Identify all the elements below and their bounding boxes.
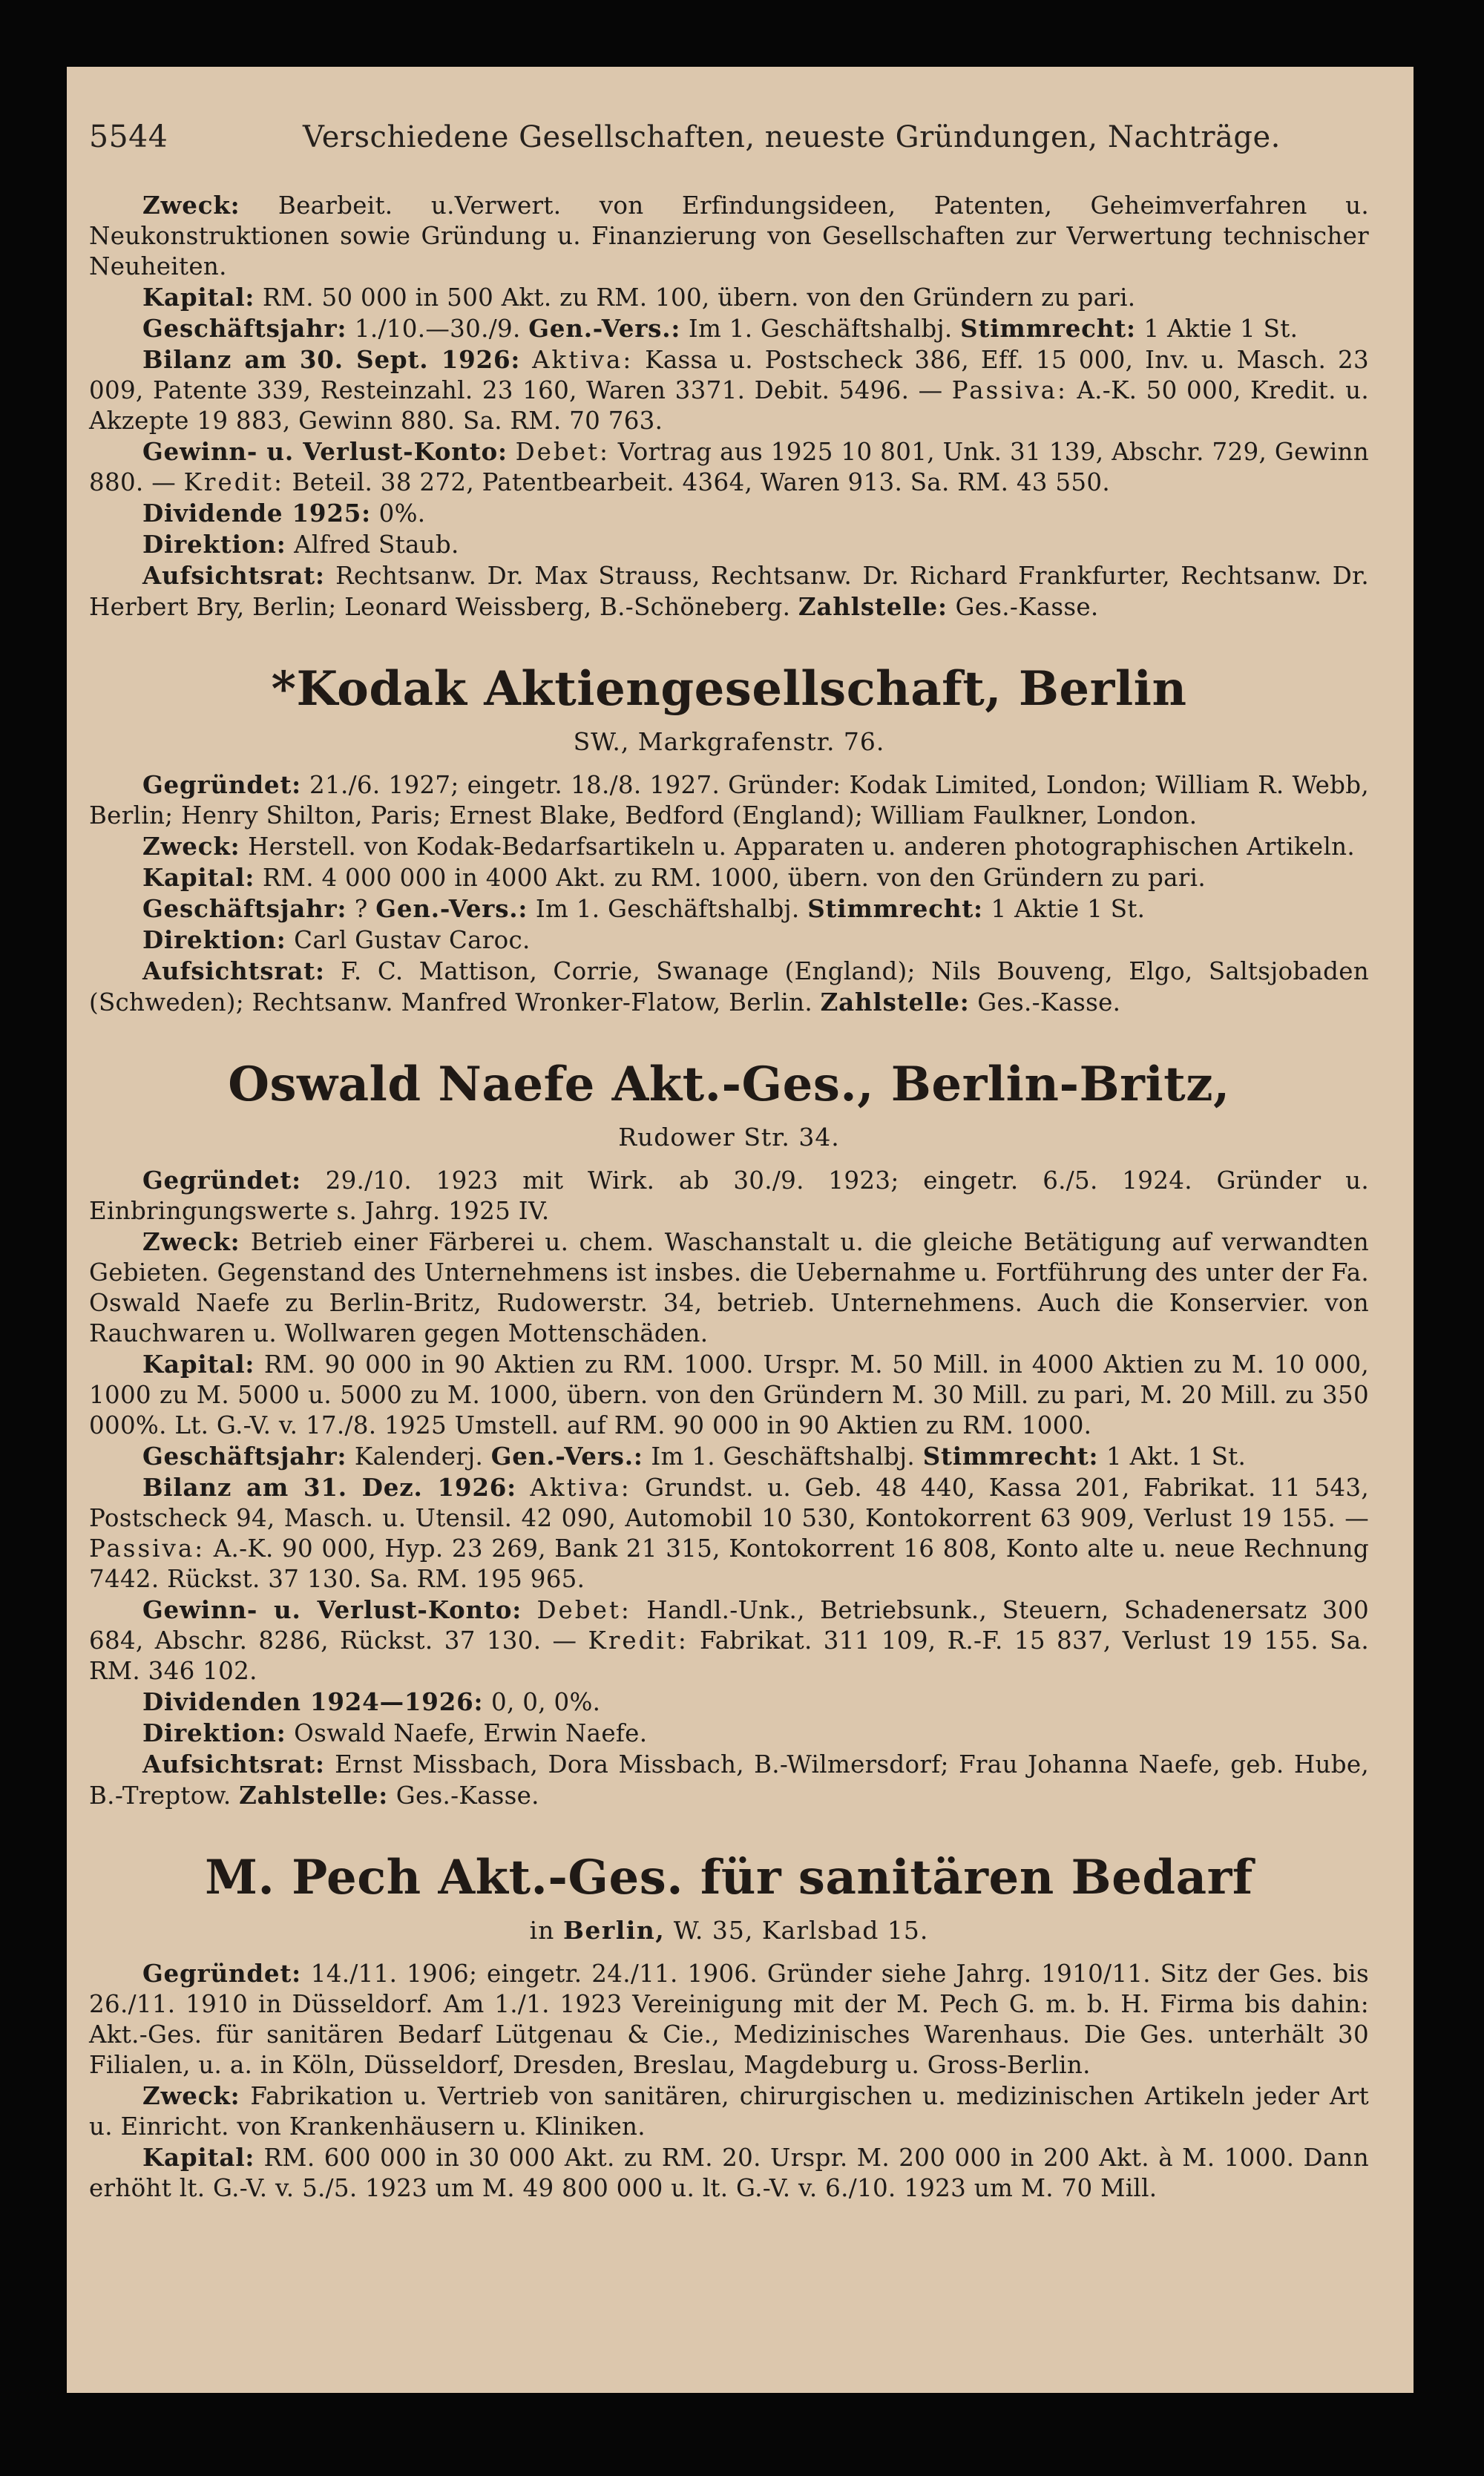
- entry-kodak: [89, 660, 1369, 1018]
- company-title: *Kodak Aktiengesellschaft, Berlin: [271, 661, 1187, 717]
- company-address: SW., Markgrafenstr. 76.: [573, 727, 885, 756]
- guv-paragraph: Gewinn- u. Verlust-Konto: Debet: Handl.-Unk., Betriebsunk., Steuern, Schadenersatz 300 684, Abschr. 8286, Rückst. 37 130. — Kredit: Fabrikat. 311 109, R.-F. 15 837, Verlust 19 155. Sa. RM. 346 102.: [89, 1595, 1370, 1685]
- running-title: Verschiedene Gesellschaften, neueste Gründungen, Nachträge.: [303, 120, 1281, 154]
- dividende-paragraph: Dividende 1925: 0%.: [142, 499, 426, 528]
- entry-pech: [89, 1848, 1369, 2204]
- kapital-paragraph: Kapital: RM. 50 000 in 500 Akt. zu RM. 100, übern. von den Gründern zu pari.: [142, 283, 1136, 312]
- document-page: [67, 67, 1414, 2393]
- direktion-paragraph: Direktion: Oswald Naefe, Erwin Naefe.: [142, 1718, 648, 1747]
- company-address: in Berlin, W. 35, Karlsbad 15.: [529, 1916, 929, 1945]
- zweck-label: Zweck:: [142, 191, 240, 220]
- bilanz-paragraph: Bilanz am 30. Sept. 1926: Aktiva: Kassa u. Postscheck 386, Eff. 15 000, Inv. u. Masch. 23 009, Patente 339, Resteinzahl. 23 160, Waren 3371. Debit. 5496. — Passiva: A.-K. 50 000, Kredit. u. Akzepte 19 883, Gewinn 880. Sa. RM. 70 763.: [89, 345, 1369, 435]
- gegruendet-paragraph: Gegründet: 14./11. 1906; eingetr. 24./11. 1906. Gründer siehe Jahrg. 1910/11. Sitz der Ges. bis 26./11. 1910 in Düsseldorf. Am 1./1. 1923 Vereinigung mit der M. Pech G. m. b. H. Firma bis dahin: Akt.-Ges. für sanitären Bedarf Lütgenau & Cie., Medizinisches Warenhaus. Die Ges. unterhält 30 Filialen, u. a. in Köln, Düsseldorf, Dresden, Breslau, Magdeburg u. Gross-Berlin.: [89, 1959, 1369, 2079]
- entry-naefe: [89, 1055, 1369, 1811]
- company-title: Oswald Naefe Akt.-Ges., Berlin-Britz,: [228, 1057, 1230, 1112]
- zweck-paragraph: Zweck: Fabrikation u. Vertrieb von sanitären, chirurgischen u. medizinischen Artikeln jeder Art u. Einricht. von Krankenhäusern u. Kliniken.: [89, 2081, 1370, 2141]
- company-title: M. Pech Akt.-Ges. für sanitären Bedarf: [205, 1850, 1253, 1905]
- zweck-paragraph: Zweck: Bearbeit. u.Verwert. von Erfindungsideen, Patenten, Geheimverfahren u. Neukonstruktionen sowie Gründung u. Finanzierung von Gesellschaften zur Verwertung technischer Neuheiten.: [89, 191, 1369, 280]
- aufsichtsrat-paragraph: Aufsichtsrat: Rechtsanw. Dr. Max Strauss, Rechtsanw. Dr. Richard Frankfurter, Rechtsanw. Dr. Herbert Bry, Berlin; Leonard Weissberg, B.-Schöneberg. Zahlstelle: Ges.-Kasse.: [89, 561, 1369, 621]
- guv-paragraph: Gewinn- u. Verlust-Konto: Debet: Vortrag aus 1925 10 801, Unk. 31 139, Abschr. 729, Gewinn 880. — Kredit: Beteil. 38 272, Patentbearbeit. 4364, Waren 913. Sa. RM. 43 550.: [89, 437, 1369, 496]
- direktion-paragraph: Direktion: Alfred Staub.: [142, 530, 459, 559]
- company-address: Rudower Str. 34.: [618, 1123, 840, 1152]
- running-head: [89, 119, 1369, 154]
- kapital-paragraph: Kapital: RM. 90 000 in 90 Aktien zu RM. 1000. Urspr. M. 50 Mill. in 4000 Aktien zu M. 10 000, 1000 zu M. 5000 u. 5000 zu M. 1000, übern. von den Gründern M. 30 Mill. zu pari, M. 20 Mill. zu 350 000%. Lt. G.-V. v. 17./8. 1925 Umstell. auf RM. 90 000 in 90 Aktien zu RM. 1000.: [89, 1350, 1369, 1439]
- entry-previous: [89, 190, 1369, 623]
- bilanz-paragraph: Bilanz am 31. Dez. 1926: Aktiva: Grundst. u. Geb. 48 440, Kassa 201, Fabrikat. 11 543, Postscheck 94, Masch. u. Utensil. 42 090, Automobil 10 530, Kontokorrent 63 909, Verlust 19 155. — Passiva: A.-K. 90 000, Hyp. 23 269, Bank 21 315, Kontokorrent 16 808, Konto alte u. neue Rechnung 7442. Rückst. 37 130. Sa. RM. 195 965.: [89, 1473, 1369, 1593]
- dividenden-paragraph: Dividenden 1924—1926: 0, 0, 0%.: [142, 1687, 601, 1716]
- gegruendet-paragraph: Gegründet: 21./6. 1927; eingetr. 18./8. 1927. Gründer: Kodak Limited, London; William R. Webb, Berlin; Henry Shilton, Paris; Ernest Blake, Bedford (England); William Faulkner, London.: [89, 770, 1369, 830]
- zweck-paragraph: Zweck: Betrieb einer Färberei u. chem. Waschanstalt u. die gleiche Betätigung auf verwandten Gebieten. Gegenstand des Unternehmens ist insbes. die Uebernahme u. Fortführung des unter der Fa. Oswald Naefe zu Berlin-Britz, Rudowerstr. 34, betrieb. Unternehmens. Auch die Konservier. von Rauchwaren u. Wollwaren gegen Mottenschäden.: [89, 1227, 1369, 1347]
- geschaeftsjahr-paragraph: Geschäftsjahr: 1./10.—30./9. Gen.-Vers.: Im 1. Geschäftshalbj. Stimmrecht: 1 Aktie 1 St.: [142, 314, 1298, 343]
- aufsichtsrat-paragraph: Aufsichtsrat: F. C. Mattison, Corrie, Swanage (England); Nils Bouveng, Elgo, Saltsjobaden (Schweden); Rechtsanw. Manfred Wronker-Flatow, Berlin. Zahlstelle: Ges.-Kasse.: [89, 956, 1370, 1017]
- gegruendet-paragraph: Gegründet: 29./10. 1923 mit Wirk. ab 30./9. 1923; eingetr. 6./5. 1924. Gründer u. Einbringungswerte s. Jahrg. 1925 IV.: [89, 1166, 1369, 1225]
- aufsichtsrat-paragraph: Aufsichtsrat: Ernst Missbach, Dora Missbach, B.-Wilmersdorf; Frau Johanna Naefe, geb. Hube, B.-Treptow. Zahlstelle: Ges.-Kasse.: [89, 1750, 1369, 1810]
- geschaeftsjahr-paragraph: Geschäftsjahr: ? Gen.-Vers.: Im 1. Geschäftshalbj. Stimmrecht: 1 Aktie 1 St.: [142, 894, 1146, 923]
- zweck-paragraph: Zweck: Herstell. von Kodak-Bedarfsartikeln u. Apparaten u. anderen photographischen Artikeln.: [142, 832, 1356, 861]
- kapital-paragraph: Kapital: RM. 600 000 in 30 000 Akt. zu RM. 20. Urspr. M. 200 000 in 200 Akt. à M. 1000. Dann erhöht lt. G.-V. v. 5./5. 1923 um M. 49 800 000 u. lt. G.-V. v. 6./10. 1923 um M. 70 Mill.: [89, 2143, 1369, 2202]
- geschaeftsjahr-paragraph: Geschäftsjahr: Kalenderj. Gen.-Vers.: Im 1. Geschäftshalbj. Stimmrecht: 1 Akt. 1 St.: [142, 1442, 1247, 1471]
- page-number: 5544: [89, 119, 168, 154]
- kapital-paragraph: Kapital: RM. 4 000 000 in 4000 Akt. zu RM. 1000, übern. von den Gründern zu pari.: [142, 863, 1206, 892]
- direktion-paragraph: Direktion: Carl Gustav Caroc.: [142, 925, 531, 954]
